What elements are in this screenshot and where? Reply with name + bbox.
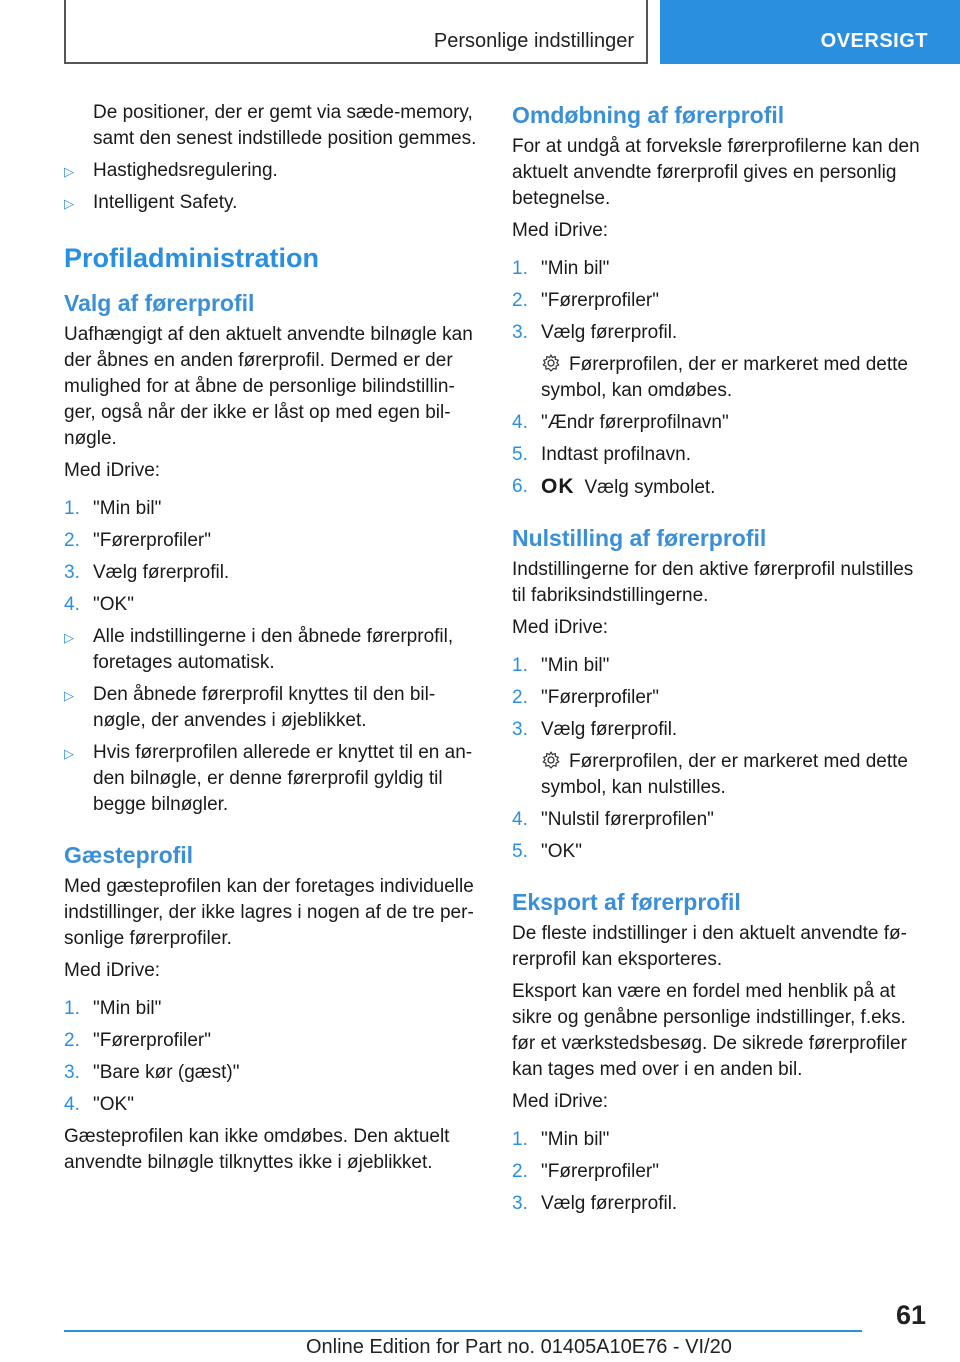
gear-icon: [541, 353, 561, 373]
heading-nulstilling: Nulstilling af førerprofil: [512, 525, 767, 551]
step-item: 2. "Førerprofiler": [512, 290, 659, 311]
heading-valg-af-forerprofil: Valg af førerprofil: [64, 290, 255, 316]
step-item: 1. "Min bil": [512, 1129, 610, 1150]
step-item: 3. Vælg førerprofil.: [512, 719, 678, 740]
bullet-triangle-icon: ▷: [64, 164, 74, 179]
step-item: 1. "Min bil": [64, 998, 162, 1019]
step-item: 4. "OK": [64, 1094, 134, 1115]
step-item: 1. "Min bil": [512, 258, 610, 279]
header-tab-label: OVERSIGT: [820, 30, 928, 52]
footer-divider: [64, 1330, 862, 1332]
symbol-note: Førerprofilen, der er markeret med dette symbol, kan omdøbes.: [541, 354, 908, 401]
header-section-box: [64, 0, 648, 64]
heading-gaesteprofil: Gæsteprofil: [64, 842, 194, 868]
bullet-triangle-icon: ▷: [64, 630, 74, 645]
step-item: 5. "OK": [512, 841, 582, 862]
paragraph: De fleste indstillinger i den aktuelt anvendte førerprofil kan eksporteres.: [512, 923, 907, 970]
paragraph: Med iDrive:: [512, 617, 609, 638]
page-number: 61: [895, 1300, 926, 1330]
step-item: 2. "Førerprofiler": [512, 1161, 659, 1182]
bullet-triangle-icon: ▷: [64, 688, 74, 703]
ok-icon: OK: [541, 475, 575, 498]
step-item: 2. "Førerprofiler": [64, 1030, 211, 1051]
step-item: 3. "Bare kør (gæst)": [64, 1062, 240, 1083]
step-item: 3. Vælg førerprofil.: [512, 322, 678, 343]
list-item: ▷ Hastighedsregulering.: [64, 158, 480, 184]
step-item: 2. "Førerprofiler": [64, 530, 211, 551]
paragraph: Eksport kan være en fordel med henblik på at sikre og genåbne personlige indstillinger, f.eks. før et værkstedsbesøg. De sikrede førerprofiler kan tages med over i en anden bil.: [512, 981, 907, 1080]
heading-eksport: Eksport af førerprofil: [512, 889, 741, 915]
list-item: ▷ Alle indstillingerne i den åbnede førerprofil, foretages automatisk.: [64, 626, 454, 673]
header-section-title: Personlige indstillinger: [433, 30, 634, 52]
step-item: 3. Vælg førerprofil.: [64, 562, 230, 583]
step-item: 4. "OK": [64, 594, 134, 615]
header-tab-overview[interactable]: [660, 0, 960, 64]
step-item: 4. "Ændr førerprofilnavn": [512, 412, 729, 433]
step-item: 5. Indtast profilnavn.: [512, 444, 691, 465]
step-item: 1. "Min bil": [64, 498, 162, 519]
step-item: 4. "Nulstil førerprofilen": [512, 809, 714, 830]
paragraph: Med iDrive:: [512, 1091, 609, 1112]
footer-edition: Online Edition for Part no. 01405A10E76 - VI/20: [306, 1336, 732, 1358]
paragraph: Med iDrive:: [512, 220, 609, 241]
step-item: 1. "Min bil": [512, 655, 610, 676]
step-item: 6. OK Vælg symbolet.: [512, 475, 716, 498]
paragraph: Indstillingerne for den aktive førerprofil nulstilles til fabriksindstillingerne.: [512, 559, 914, 606]
paragraph: Med iDrive:: [64, 460, 161, 481]
paragraph: Uafhængigt af den aktuelt anvendte bilnøgle kan der åbnes en anden førerprofil. Dermed er der mulighed for at åbne de personlige bilindstillinger, også når der ikke er låst op med egen bilnøgle.: [64, 324, 473, 449]
heading-omdobning: Omdøbning af førerprofil: [512, 102, 785, 128]
step-item: 2. "Førerprofiler": [512, 687, 659, 708]
heading-profiladministration: Profiladministration: [64, 243, 320, 273]
step-item: 3. Vælg førerprofil.: [512, 1193, 678, 1214]
paragraph: For at undgå at forveksle førerprofilerne kan den aktuelt anvendte førerprofil gives en personlig betegnelse.: [512, 136, 920, 209]
gear-icon: [541, 750, 561, 770]
symbol-note: Førerprofilen, der er markeret med dette symbol, kan nulstilles.: [541, 751, 908, 798]
right-column: [512, 100, 928, 1223]
list-item: ▷ Hvis førerprofilen allerede er knyttet til en anden bilnøgle, er denne førerprofil gyldig til begge bilnøgler.: [64, 742, 473, 815]
paragraph: Med iDrive:: [64, 960, 161, 981]
paragraph: Med gæsteprofilen kan der foretages individuelle indstillinger, der ikke lagres i nogen af de tre personlige førerprofiler.: [64, 876, 474, 949]
list-item: ▷ Intelligent Safety.: [64, 190, 480, 216]
list-item: ▷ Den åbnede førerprofil knyttes til den bilnøgle, der anvendes i øjeblikket.: [64, 684, 436, 731]
bullet-triangle-icon: ▷: [64, 196, 74, 211]
bullet-triangle-icon: ▷: [64, 746, 74, 761]
intro-continuation: De positioner, der er gemt via sæde-memory, samt den senest indstillede position gemmes.: [93, 102, 477, 149]
paragraph: Gæsteprofilen kan ikke omdøbes. Den aktuelt anvendte bilnøgle tilknyttes ikke i øjeblikket.: [64, 1126, 450, 1173]
left-column: [64, 100, 480, 1182]
